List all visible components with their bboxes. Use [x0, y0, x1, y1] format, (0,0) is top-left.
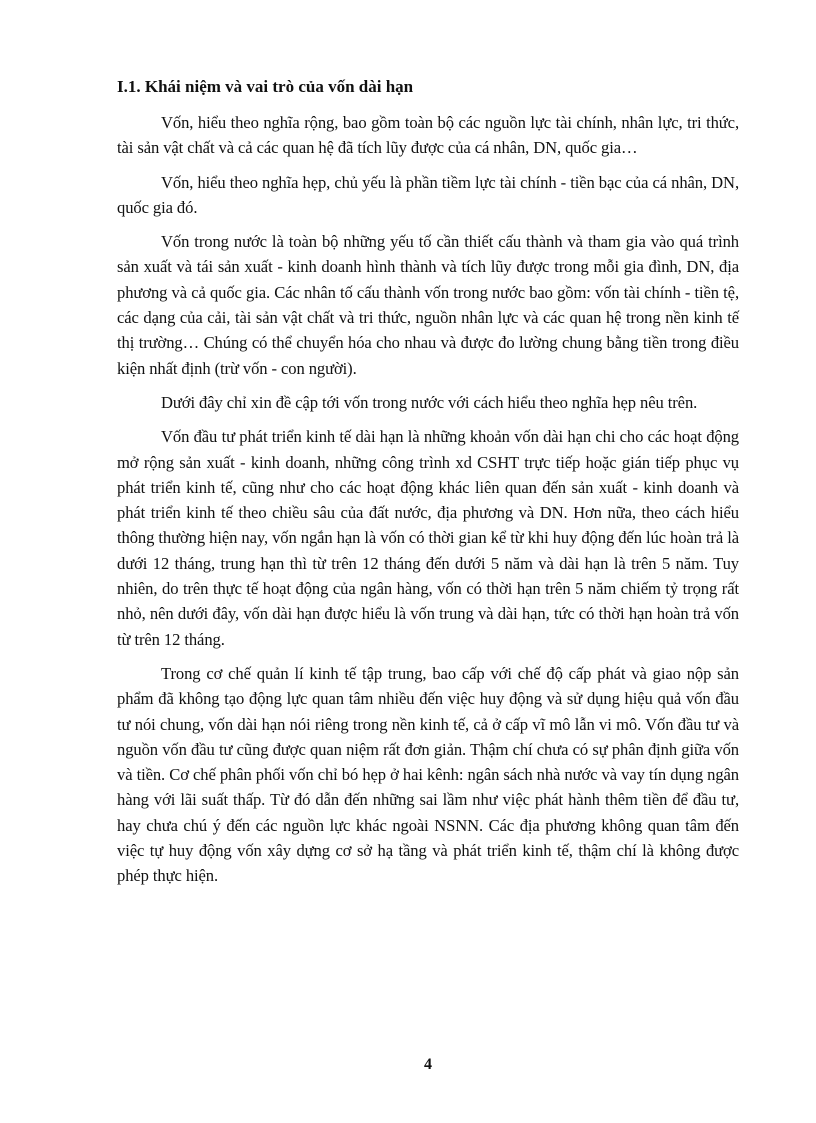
document-page — [117, 72, 739, 898]
page-number: 4 — [424, 1056, 432, 1073]
section-heading: I.1. Khái niệm và vai trò của vốn dài hạn — [117, 77, 414, 96]
paragraph-2: Vốn, hiểu theo nghĩa hẹp, chủ yếu là phần tiềm lực tài chính - tiền bạc của cá nhân, DN, quốc gia đó. — [117, 172, 739, 217]
paragraph-6: Trong cơ chế quản lí kinh tế tập trung, bao cấp với chế độ cấp phát và giao nộp sản phẩm đã không tạo động lực quan tâm nhiều đến việc huy động và sử dụng hiệu quả vốn đầu tư nói chung, vốn dài hạn nói riêng trong nền kinh tế, cả ở cấp vĩ mô lẫn vi mô. Vốn đầu tư và nguồn vốn đầu tư cũng được quan niệm rất đơn giản. Thậm chí chưa có sự phân định giữa vốn và tiền. Cơ chế phân phối vốn chỉ bó hẹp ở hai kênh: ngân sách nhà nước và vay tín dụng ngân hàng với lãi suất thấp. Từ đó dẫn đến những sai lầm như việc phát hành thêm tiền để đầu tư, hay chưa chú ý đến các nguồn lực khác ngoài NSNN. Các địa phương không quan tâm đến việc tự huy động vốn xây dựng cơ sở hạ tầng và phát triển kinh tế, thậm chí là không được phép thực hiện. — [117, 663, 739, 886]
paragraph-5: Vốn đầu tư phát triển kinh tế dài hạn là những khoản vốn dài hạn chi cho các hoạt động mở rộng sản xuất - kinh doanh, những công trình xd CSHT trực tiếp hoặc gián tiếp phục vụ phát triển kinh tế, cũng như cho các hoạt động khác liên quan đến sản xuất - kinh doanh và phát triển kinh tế theo chiều sâu của đất nước, địa phương và DN. Hơn nữa, theo cách hiểu thông thường hiện nay, vốn ngắn hạn là vốn có thời gian kể từ khi huy động đến lúc hoàn trả là dưới 12 tháng, trung hạn thì từ trên 12 tháng đến dưới 5 năm và dài hạn là trên 5 năm. Tuy nhiên, do trên thực tế hoạt động của ngân hàng, vốn có thời hạn trên 5 năm chiếm tỷ trọng rất nhỏ, nên dưới đây, vốn dài hạn được hiểu là vốn trung và dài hạn, tức có thời hạn hoàn trả vốn từ trên 12 tháng. — [117, 427, 739, 649]
paragraph-3: Vốn trong nước là toàn bộ những yếu tố cần thiết cấu thành và tham gia vào quá trình sản xuất và tái sản xuất - kinh doanh hình thành và tích lũy được trong mỗi gia đình, DN, địa phương và cả quốc gia. Các nhân tố cấu thành vốn trong nước bao gồm: vốn tài chính - tiền tệ, các dạng của cải, tài sản vật chất và tri thức, nguồn nhân lực và các quan hệ trong nền kinh tế thị trường… Chúng có thể chuyển hóa cho nhau và được đo lường chung bằng tiền trong điều kiện nhất định (trừ vốn - con người). — [117, 232, 739, 378]
paragraph-4: Dưới đây chỉ xin đề cập tới vốn trong nước với cách hiểu theo nghĩa hẹp nêu trên. — [161, 392, 698, 412]
paragraph-1: Vốn, hiểu theo nghĩa rộng, bao gồm toàn bộ các nguồn lực tài chính, nhân lực, tri thức, tài sản vật chất và cả các quan hệ đã tích lũy được của cá nhân, DN, quốc gia… — [117, 113, 739, 158]
